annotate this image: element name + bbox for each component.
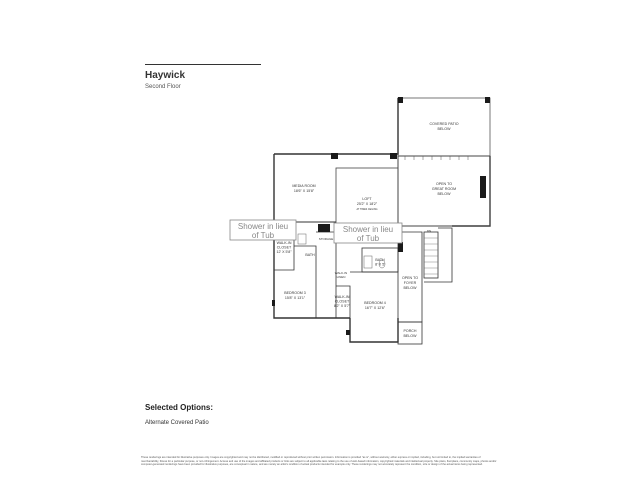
railing-ticks bbox=[405, 156, 468, 160]
great-room-label: OPEN TO GREAT ROOM BELOW bbox=[431, 182, 457, 196]
walkin-closet-1-label: WALK-IN CLOSET 12' X 5'8" bbox=[276, 241, 292, 254]
svg-text:Shower in lieuof Tub: Shower in lieu of Tub bbox=[237, 222, 289, 240]
media-room-label: MEDIA ROOM 18'6" X 15'8" bbox=[292, 184, 316, 193]
bath-1-label: BATH bbox=[305, 253, 315, 257]
page-title: Haywick bbox=[145, 70, 186, 81]
loft-label: LOFT 25'2" X 18'2" bbox=[356, 197, 378, 206]
selected-option-item: Alternate Covered Patio bbox=[145, 420, 209, 426]
porch-outline bbox=[398, 322, 422, 344]
shower-callout-left bbox=[230, 220, 296, 240]
shower-callout-right bbox=[334, 223, 402, 243]
covered-patio-label: COVERED PATIO BELOW bbox=[429, 122, 459, 131]
bedroom-4-label: BEDROOM 4 16'7" X 12'6" bbox=[364, 301, 386, 310]
north-wall bbox=[274, 98, 398, 154]
page-subtitle: Second Floor bbox=[145, 84, 181, 90]
disclaimer-text: These renderings are intended for illustrative purposes only. Images are copyrighted and may not be distributed, modified or reproduced without prior written permission. Information is provided "as is", without warranty, either express or implied, including, but not limited to, the implied warranties of merchantability, fitness for a particular purpose, or non-infringement. Access and use of the images and affiliated products or links are subject to all applicable laws relating to the use of web-based information, copyrighted materials and intellectual property. Site plans, floorplans, community maps, photos and/or computer-generated renderings have been provided for illustrative purposes, are conceptual in nature, and are merely an artist's rendition of actual products intended for example only. These renderings may not accurately represent the condition, size or design of the actual items being represented. bbox=[141, 456, 497, 467]
svg-text:Shower in lieuof Tub: Shower in lieu of Tub bbox=[342, 225, 394, 243]
stair-dn-label: DN bbox=[426, 229, 432, 233]
south-wall bbox=[350, 318, 398, 342]
stair-treads bbox=[424, 238, 438, 274]
storage-label: STORAGE bbox=[318, 237, 334, 241]
great-room-outline bbox=[398, 156, 490, 226]
stair-outline bbox=[424, 232, 438, 278]
walkin-closet-2-label: WALK-IN CLOSET 8'2" X 5'7" bbox=[333, 295, 351, 308]
linen-label: WALK-IN LINEN bbox=[334, 271, 348, 279]
porch-label: PORCH BELOW bbox=[403, 329, 417, 338]
selected-options-heading: Selected Options: bbox=[145, 403, 214, 412]
loft-note: AT TIMES CEILING bbox=[356, 208, 378, 211]
bedroom-3-label: BEDROOM 3 15'8" X 13'1" bbox=[284, 291, 306, 300]
bath-2-label: BATH 8' X 5' bbox=[375, 258, 385, 267]
open-foyer-label: OPEN TO FOYER BELOW bbox=[401, 276, 419, 290]
